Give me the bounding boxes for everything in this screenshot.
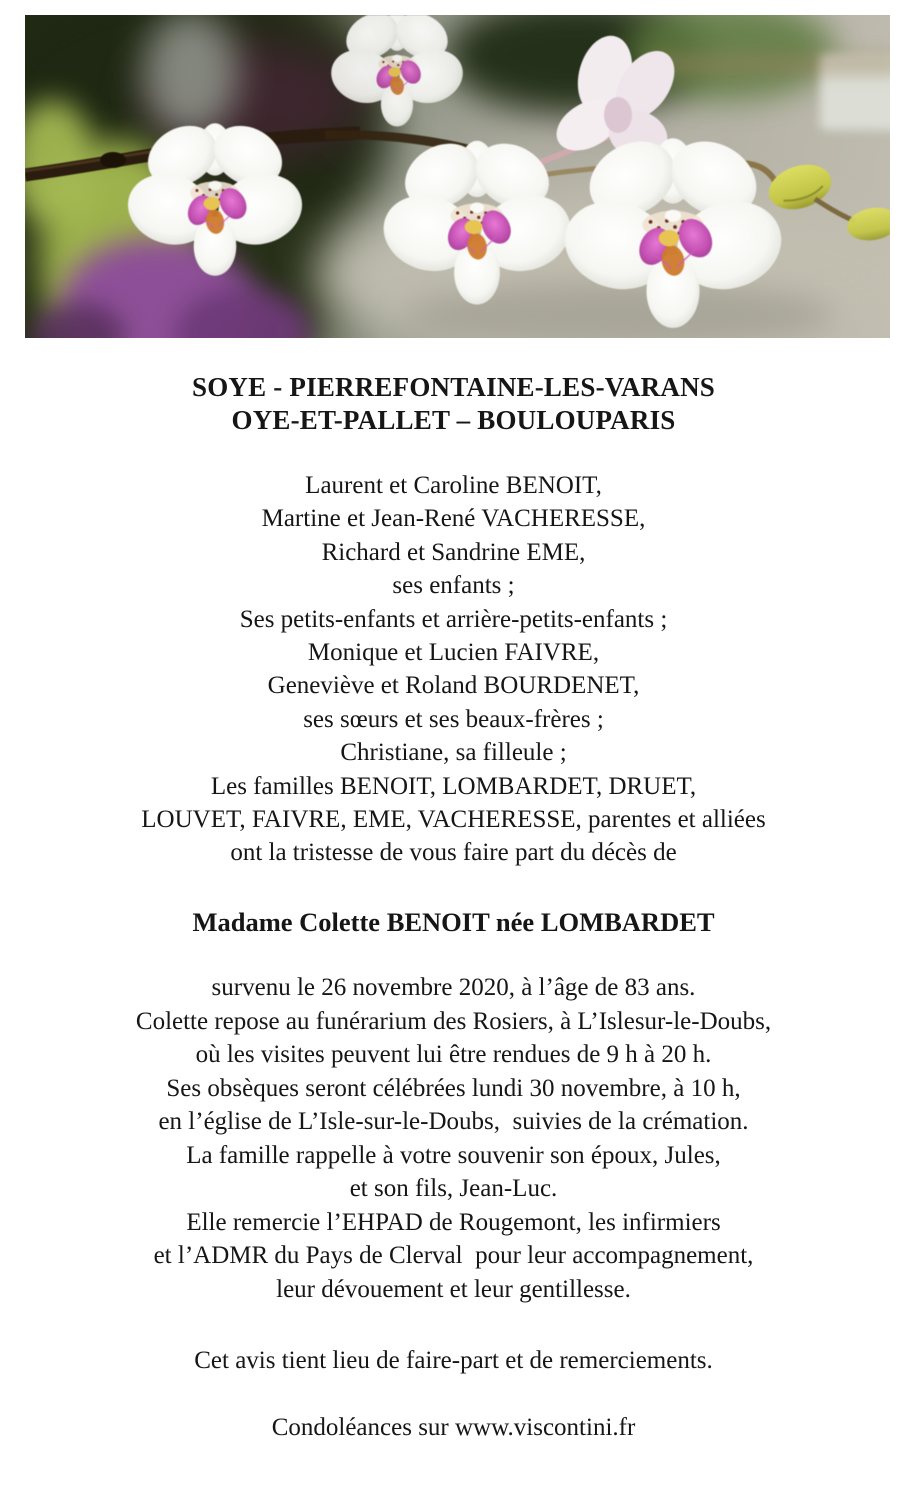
details-line: Ses obsèques seront célébrées lundi 30 novembre, à 10 h, — [166, 1074, 741, 1102]
family-line: LOUVET, FAIVRE, EME, VACHERESSE, parentes et alliées — [141, 806, 766, 834]
details-line: où les visites peuvent lui être rendues de 9 h à 20 h. — [195, 1041, 712, 1068]
orchid-photo — [25, 15, 890, 338]
details-line: Colette repose au funérarium des Rosiers, à L’Islesur-le-Doubs, — [135, 1007, 772, 1035]
details-line: et l’ADMR du Pays de Clerval pour leur accompagnement, — [153, 1242, 754, 1269]
details-line: et son fils, Jean-Luc. — [349, 1175, 558, 1202]
family-line: Ses petits-enfants et arrière-petits-enfants ; — [239, 605, 668, 633]
towns-line-1: SOYE - PIERREFONTAINE-LES-VARANS — [192, 372, 715, 402]
partial-top-flower — [324, 15, 470, 127]
details-line: en l’église de L’Isle-sur-le-Doubs, suivies de la crémation. — [158, 1108, 749, 1135]
deceased-name — [0, 906, 907, 939]
orchid-flowers-illustration — [25, 15, 890, 338]
details-line: survenu le 26 novembre 2020, à l’âge de 83 ans. — [211, 974, 696, 1001]
towns-header — [0, 371, 907, 437]
family-line: ses sœurs et ses beaux-frères ; — [303, 705, 604, 733]
details-line: La famille rappelle à votre souvenir son époux, Jules, — [186, 1141, 721, 1169]
condolences-line: Condoléances sur www.viscontini.fr — [271, 1414, 636, 1441]
bud-small — [845, 204, 890, 245]
family-line: Monique et Lucien FAIVRE, — [307, 639, 600, 667]
towns-line-2: OYE-ET-PALLET – BOULOUPARIS — [231, 405, 676, 435]
orchid-flower-right — [553, 127, 793, 328]
family-line: Richard et Sandrine EME, — [321, 538, 586, 566]
funeral-details — [0, 971, 907, 1306]
family-line: Geneviève et Roland BOURDENET, — [267, 672, 640, 700]
details-line: Elle remercie l’EHPAD de Rougemont, les infirmiers — [186, 1208, 721, 1236]
family-list — [0, 469, 907, 870]
closing-line: Cet avis tient lieu de faire-part et de remerciements. — [194, 1347, 713, 1374]
family-line: Laurent et Caroline BENOIT, — [305, 472, 602, 499]
deceased-name-line: Madame Colette BENOIT née LOMBARDET — [192, 907, 715, 937]
family-line: ont la tristesse de vous faire part du décès de — [230, 839, 677, 867]
condolences-website — [0, 1411, 907, 1444]
family-line: Martine et Jean-René VACHERESSE, — [261, 505, 646, 533]
family-line: ses enfants ; — [392, 572, 515, 600]
details-line: leur dévouement et leur gentillesse. — [276, 1275, 631, 1303]
family-line: Christiane, sa filleule ; — [340, 739, 567, 767]
closing-statement — [0, 1344, 907, 1377]
family-line: Les familles BENOIT, LOMBARDET, DRUET, — [210, 772, 697, 800]
